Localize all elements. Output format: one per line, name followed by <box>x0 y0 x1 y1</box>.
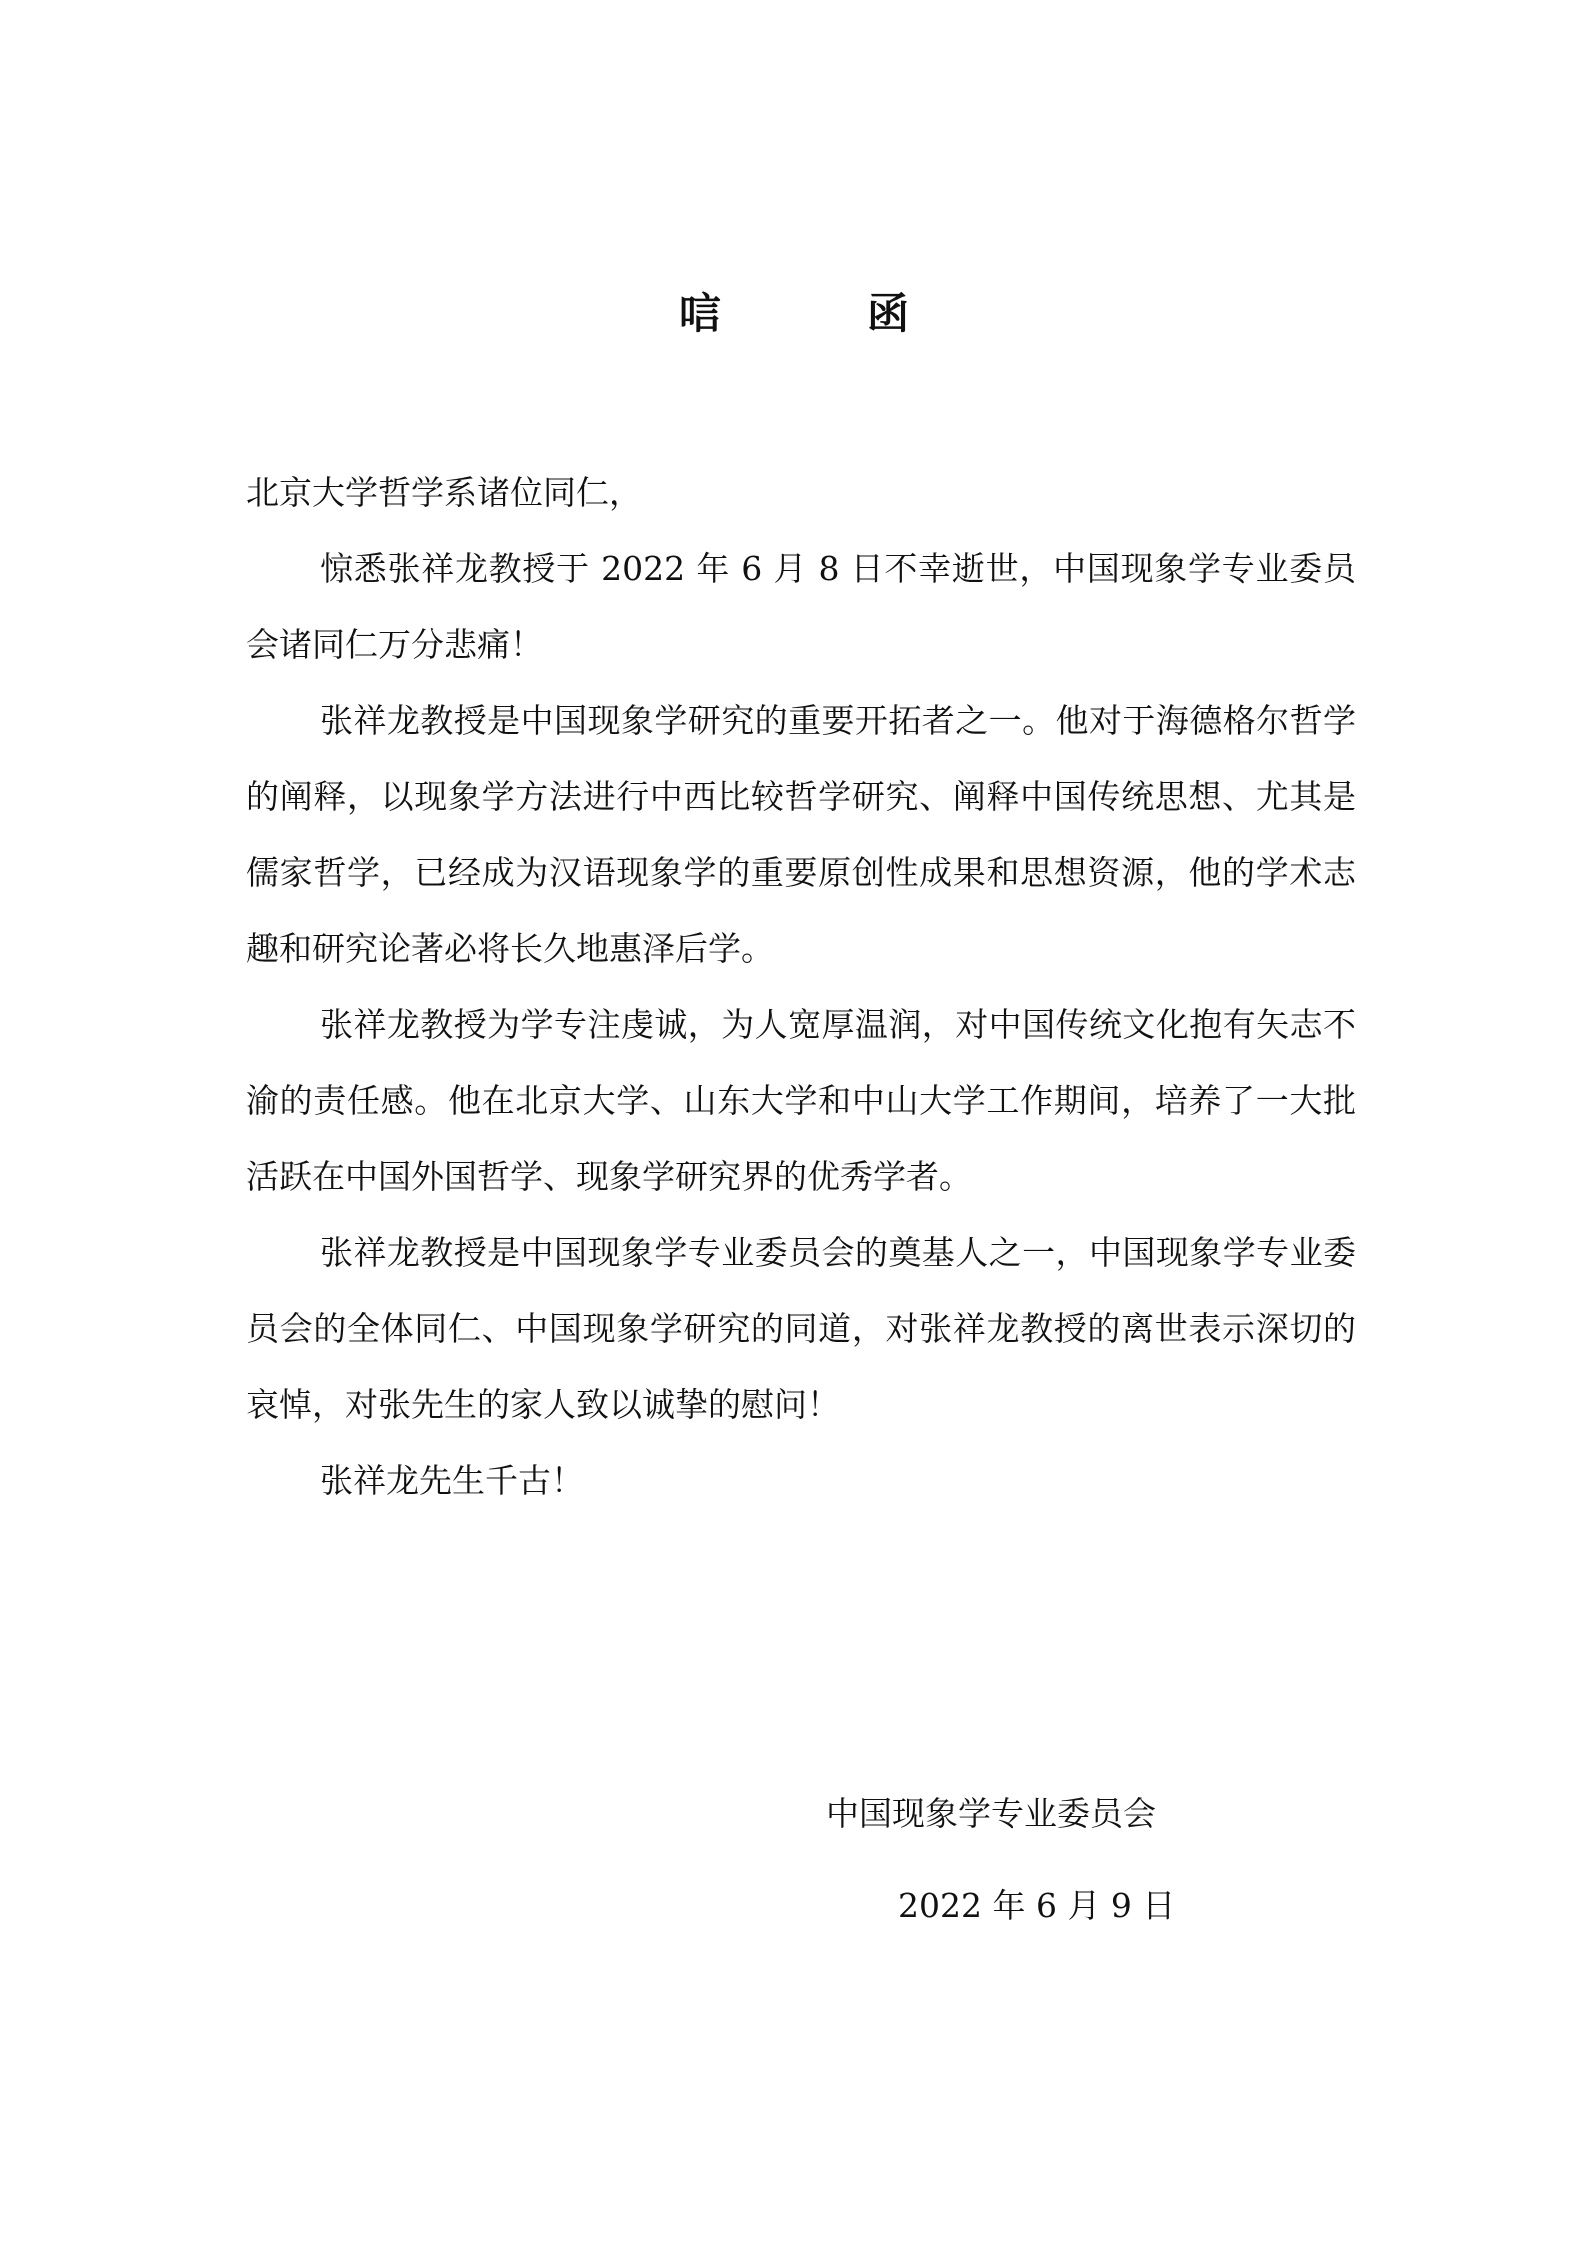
signature-organization: 中国现象学专业委员会 <box>826 1794 1156 1833</box>
signature-date: 2022 年 6 月 9 日 <box>898 1886 1176 1925</box>
salutation: 北京大学哲学系诸位同仁， <box>246 473 642 512</box>
paragraph-3: 张祥龙教授为学专注虔诚，为人宽厚温润，对中国传统文化抱有矢志不渝的责任感。他在北京大学、山东大学和中山大学工作期间，培养了一大批活跃在中国外国哲学、现象学研究界的优秀学者。 <box>246 1005 1356 1196</box>
letter-title: 唁 函 <box>678 289 961 338</box>
closing-line: 张祥龙先生千古！ <box>320 1461 584 1500</box>
paragraph-1: 惊悉张祥龙教授于 2022 年 6 月 8 日不幸逝世，中国现象学专业委员会诸同仁万分悲痛！ <box>246 549 1356 664</box>
paragraph-4: 张祥龙教授是中国现象学专业委员会的奠基人之一，中国现象学专业委员会的全体同仁、中国现象学研究的同道，对张祥龙教授的离世表示深切的哀悼，对张先生的家人致以诚挚的慰问！ <box>246 1233 1356 1424</box>
letter-body <box>246 455 1356 1519</box>
paragraph-2: 张祥龙教授是中国现象学研究的重要开拓者之一。他对于海德格尔哲学的阐释，以现象学方法进行中西比较哲学研究、阐释中国传统思想、尤其是儒家哲学，已经成为汉语现象学的重要原创性成果和思想资源，他的学术志趣和研究论著必将长久地惠泽后学。 <box>246 701 1356 968</box>
